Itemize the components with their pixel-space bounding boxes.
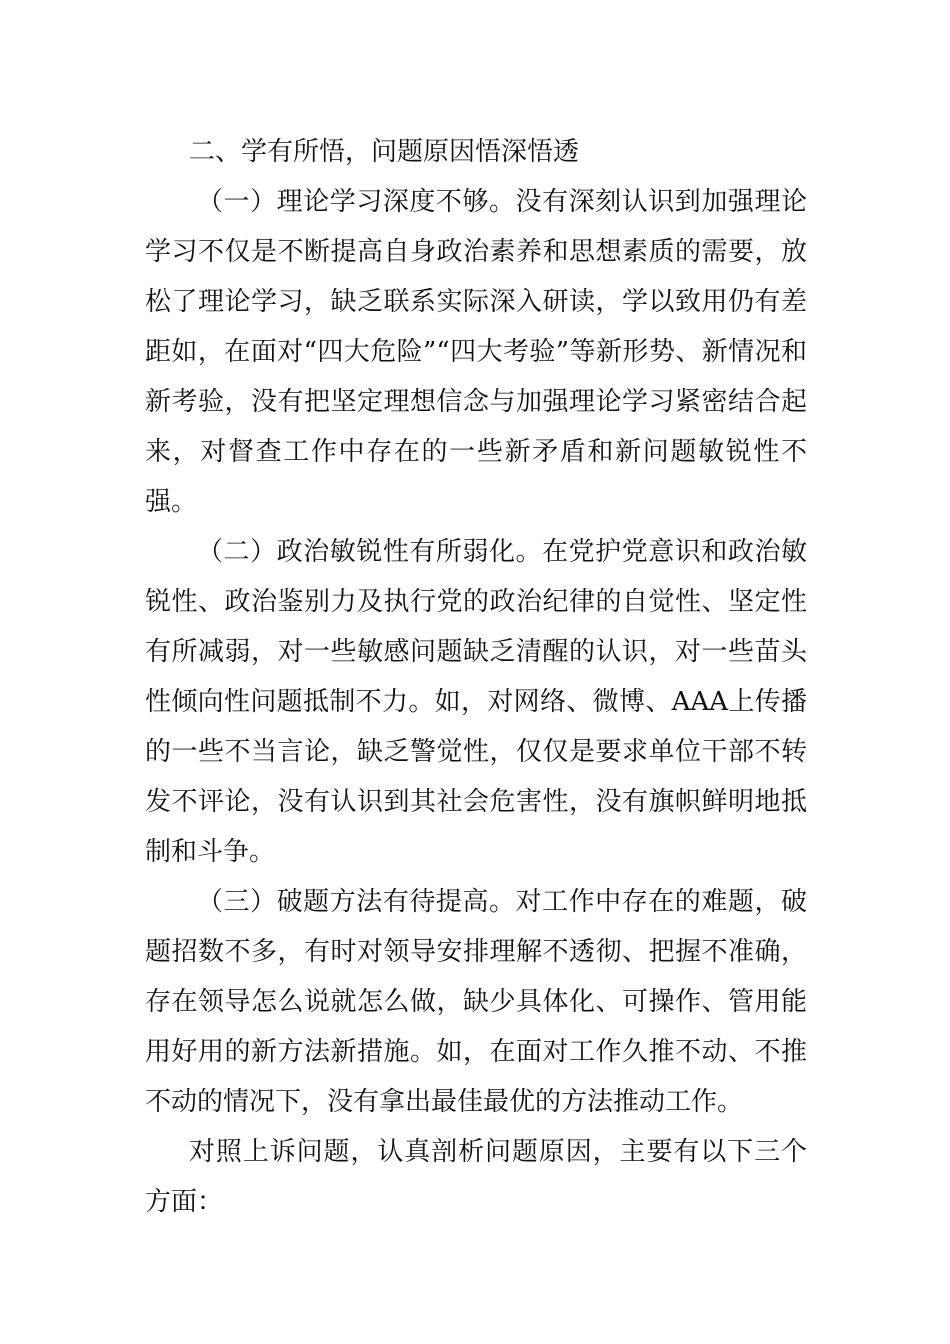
paragraph-political-sensitivity: （二）政治敏锐性有所弱化。在党护党意识和政治敏锐性、政治鉴别力及执行党的政治纪律的自觉性、坚定性有所减弱，对一些敏感问题缺乏清醒的认识，对一些苗头性倾向性问题抵制不力。如，对网络、微博、AAA上传播的一些不当言论，缺乏警觉性，仅仅是要求单位干部不转发不评论，没有认识到其社会危害性，没有旗帜鲜明地抵制和斗争。: [145, 537, 807, 867]
paragraph-problem-solving: （三）破题方法有待提高。对工作中存在的难题，破题招数不多，有时对领导安排理解不透彻、把握不准确，存在领导怎么说就怎么做，缺少具体化、可操作、管用能用好用的新方法新措施。如，在面对工作久推不动、不推不动的情况下，没有拿出最佳最优的方法推动工作。: [145, 887, 807, 1117]
document-body: [145, 127, 807, 1227]
paragraph-theory-study: （一）理论学习深度不够。没有深刻认识到加强理论学习不仅是不断提高自身政治素养和思想素质的需要，放松了理论学习，缺乏联系实际深入研读，学以致用仍有差距如，在面对“四大危险”“四大考验”等新形势、新情况和新考验，没有把坚定理想信念与加强理论学习紧密结合起来，对督查工作中存在的一些新矛盾和新问题敏锐性不强。: [145, 187, 807, 517]
section-heading: 二、学有所悟，问题原因悟深悟透: [189, 137, 580, 167]
paragraph-summary: 对照上诉问题，认真剖析问题原因，主要有以下三个方面：: [145, 1137, 807, 1217]
